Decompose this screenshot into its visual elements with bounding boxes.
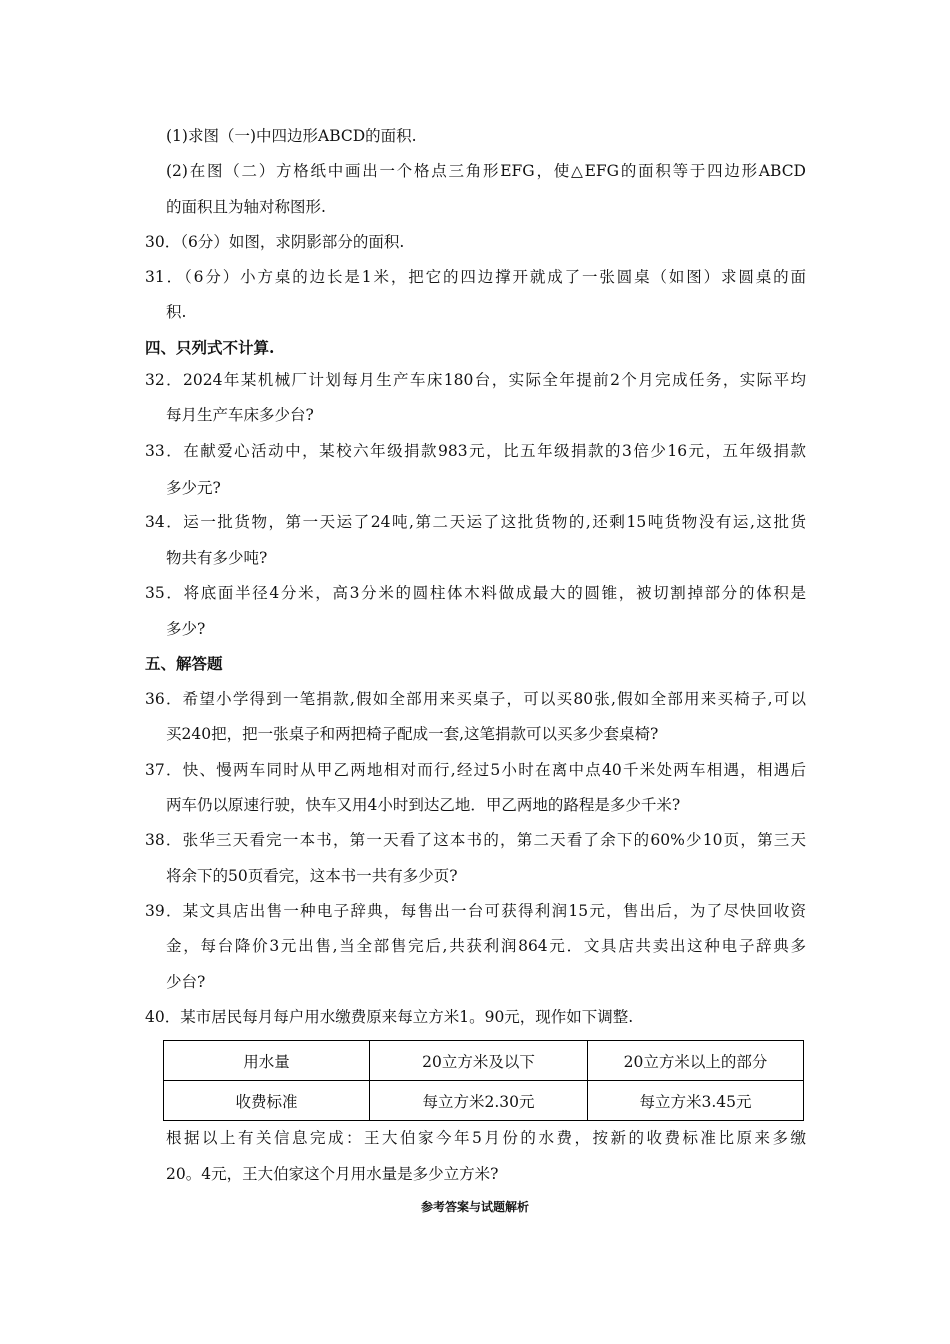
question-35: 35．将底面半径4分米，高3分米的圆柱体木料做成最大的圆锥，被切割掉部分的体积是: [145, 584, 806, 602]
question-38-cont: 将余下的50页看完，这本书一共有多少页?: [166, 867, 458, 885]
question-33-cont: 多少元?: [166, 479, 221, 497]
question-39-cont: 金，每台降价3元出售,当全部售完后,共获利润864元．文具店共卖出这种电子辞典多: [166, 937, 806, 955]
question-34-cont: 物共有多少吨?: [166, 549, 268, 567]
question-40-cont: 根据以上有关信息完成：王大伯家今年5月份的水费，按新的收费标准比原来多缴: [166, 1129, 806, 1147]
question-38: 38．张华三天看完一本书，第一天看了这本书的，第二天看了余下的60%少10页，第三天: [145, 831, 806, 849]
text-line: (2)在图（二）方格纸中画出一个格点三角形EFG，使△EFG的面积等于四边形ABCD: [166, 162, 806, 180]
table-cell: 用水量: [164, 1041, 370, 1081]
question-40-cont2: 20。4元，王大伯家这个月用水量是多少立方米?: [166, 1165, 499, 1183]
question-35-cont: 多少?: [166, 620, 206, 638]
question-30: 30．（6分）如图，求阴影部分的面积.: [145, 233, 405, 251]
question-31-cont: 积.: [166, 303, 187, 321]
question-37: 37．快、慢两车同时从甲乙两地相对而行,经过5小时在离中点40千米处两车相遇，相遇后: [145, 761, 806, 779]
section-heading-4: 四、只列式不计算.: [145, 338, 275, 357]
question-34: 34．运一批货物，第一天运了24吨,第二天运了这批货物的,还剩15吨货物没有运,这批货: [145, 513, 806, 531]
table-row: [164, 1041, 804, 1081]
table-cell: 20立方米及以下: [370, 1041, 588, 1081]
section-heading-5: 五、解答题: [145, 654, 223, 673]
question-39: 39．某文具店出售一种电子辞典，每售出一台可获得利润15元，售出后，为了尽快回收资: [145, 902, 806, 920]
table-cell: 20立方米以上的部分: [588, 1041, 804, 1081]
question-32: 32．2024年某机械厂计划每月生产车床180台，实际全年提前2个月完成任务，实际平均: [145, 371, 806, 389]
question-37-cont: 两车仍以原速行驶，快车又用4小时到达乙地．甲乙两地的路程是多少千米?: [166, 796, 681, 814]
question-33: 33．在献爱心活动中，某校六年级捐款983元，比五年级捐款的3倍少16元，五年级捐款: [145, 442, 806, 460]
water-fee-table: [163, 1040, 804, 1121]
table-cell: 每立方米2.30元: [370, 1081, 588, 1121]
table-row: [164, 1081, 804, 1121]
answer-section-title: 参考答案与试题解析: [420, 1200, 529, 1214]
question-36-cont: 买240把，把一张桌子和两把椅子配成一套,这笔捐款可以买多少套桌椅?: [166, 725, 659, 743]
table-cell: 收费标准: [164, 1081, 370, 1121]
text-line: (1)求图（一)中四边形ABCD的面积.: [166, 127, 417, 145]
question-36: 36．希望小学得到一笔捐款,假如全部用来买桌子，可以买80张,假如全部用来买椅子,可以: [145, 690, 806, 708]
question-39-cont2: 少台?: [166, 973, 206, 991]
text-line: 的面积且为轴对称图形.: [166, 198, 326, 216]
question-31: 31．（6分）小方桌的边长是1米，把它的四边撑开就成了一张圆桌（如图）求圆桌的面: [145, 268, 806, 286]
question-40: 40．某市居民每月每户用水缴费原来每立方米1。90元，现作如下调整.: [145, 1008, 634, 1026]
question-32-cont: 每月生产车床多少台?: [166, 406, 314, 424]
table-cell: 每立方米3.45元: [588, 1081, 804, 1121]
